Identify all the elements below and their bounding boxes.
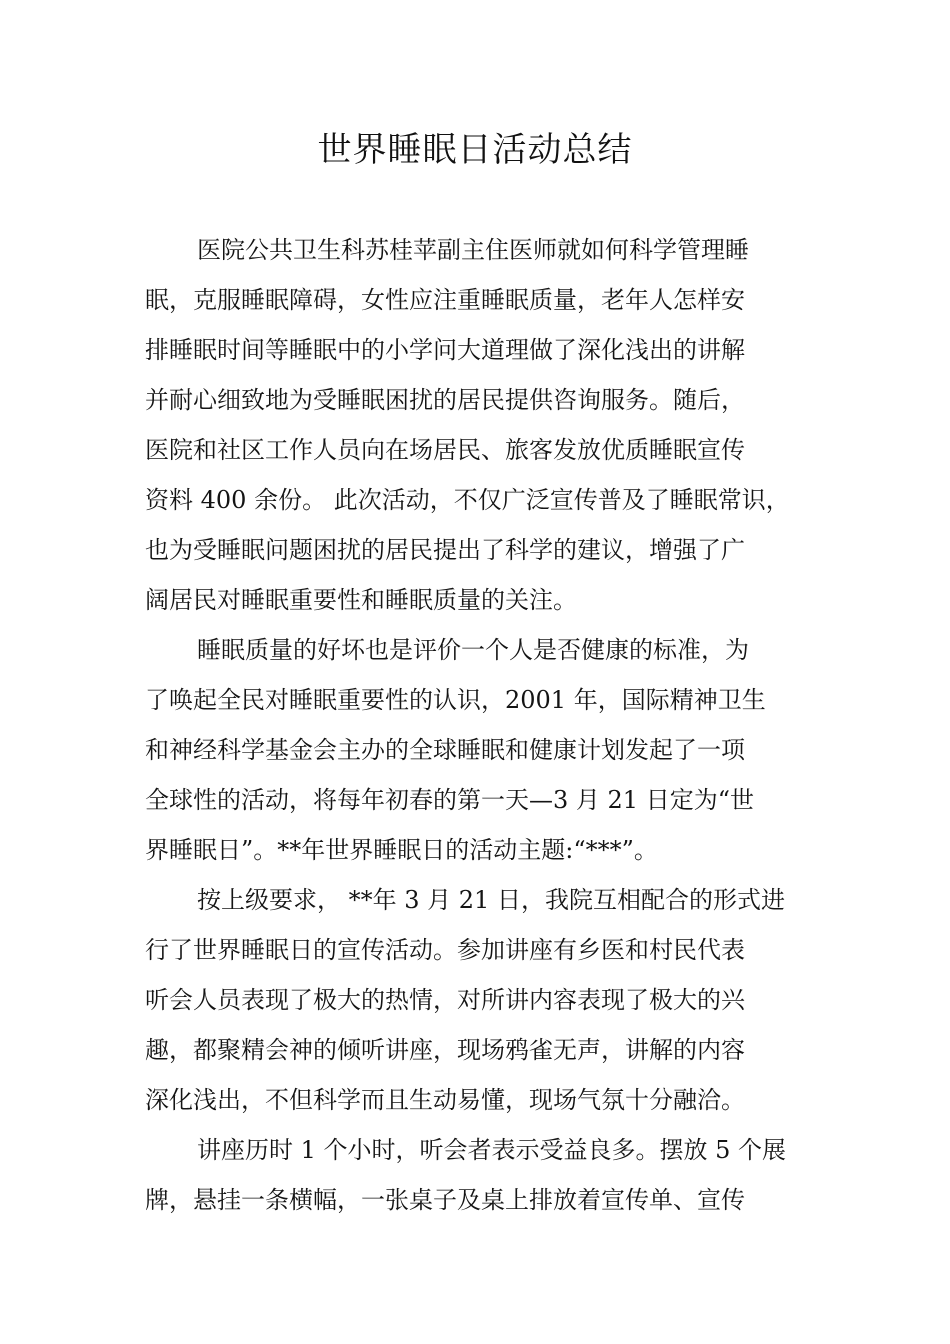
body-text-line: 讲座历时 1 个小时，听会者表示受益良多。摆放 5 个展 bbox=[197, 1136, 787, 1164]
body-text-line: 行了世界睡眠日的宣传活动。参加讲座有乡医和村民代表 bbox=[145, 936, 745, 964]
body-text-line: 听会人员表现了极大的热情，对所讲内容表现了极大的兴 bbox=[145, 986, 745, 1014]
body-text-line: 按上级要求， **年 3 月 21 日，我院互相配合的形式进 bbox=[197, 886, 785, 914]
body-text-line: 趣，都聚精会神的倾听讲座，现场鸦雀无声，讲解的内容 bbox=[145, 1036, 745, 1064]
body-text-line: 阔居民对睡眠重要性和睡眠质量的关注。 bbox=[145, 586, 577, 614]
body-text-line: 深化浅出，不但科学而且生动易懂，现场气氛十分融洽。 bbox=[145, 1086, 745, 1114]
body-text-line: 也为受睡眠问题困扰的居民提出了科学的建议，增强了广 bbox=[145, 536, 745, 564]
body-text-line: 界睡眠日”。**年世界睡眠日的活动主题:“***”。 bbox=[145, 836, 658, 864]
body-text-line: 眠，克服睡眠障碍，女性应注重睡眠质量，老年人怎样安 bbox=[145, 286, 745, 314]
body-text-line: 全球性的活动，将每年初春的第一天—3 月 21 日定为“世 bbox=[145, 786, 754, 814]
body-text-line: 和神经科学基金会主办的全球睡眠和健康计划发起了一项 bbox=[145, 736, 745, 764]
document-body bbox=[145, 225, 810, 1225]
body-text-line: 排睡眠时间等睡眠中的小学问大道理做了深化浅出的讲解 bbox=[145, 336, 745, 364]
body-text-line: 医院公共卫生科苏桂苹副主住医师就如何科学管理睡 bbox=[197, 236, 749, 264]
body-text-line: 牌，悬挂一条横幅，一张桌子及桌上排放着宣传单、宣传 bbox=[145, 1186, 745, 1214]
body-text-line: 资料 400 余份。 此次活动，不仅广泛宣传普及了睡眠常识， bbox=[145, 486, 790, 514]
document-title: 世界睡眠日活动总结 bbox=[317, 130, 633, 170]
body-text-line: 睡眠质量的好坏也是评价一个人是否健康的标准，为 bbox=[197, 636, 749, 664]
body-text-line: 医院和社区工作人员向在场居民、旅客发放优质睡眠宣传 bbox=[145, 436, 745, 464]
body-text-line: 并耐心细致地为受睡眠困扰的居民提供咨询服务。随后， bbox=[145, 386, 745, 414]
body-text-line: 了唤起全民对睡眠重要性的认识，2001 年，国际精神卫生 bbox=[145, 686, 766, 714]
